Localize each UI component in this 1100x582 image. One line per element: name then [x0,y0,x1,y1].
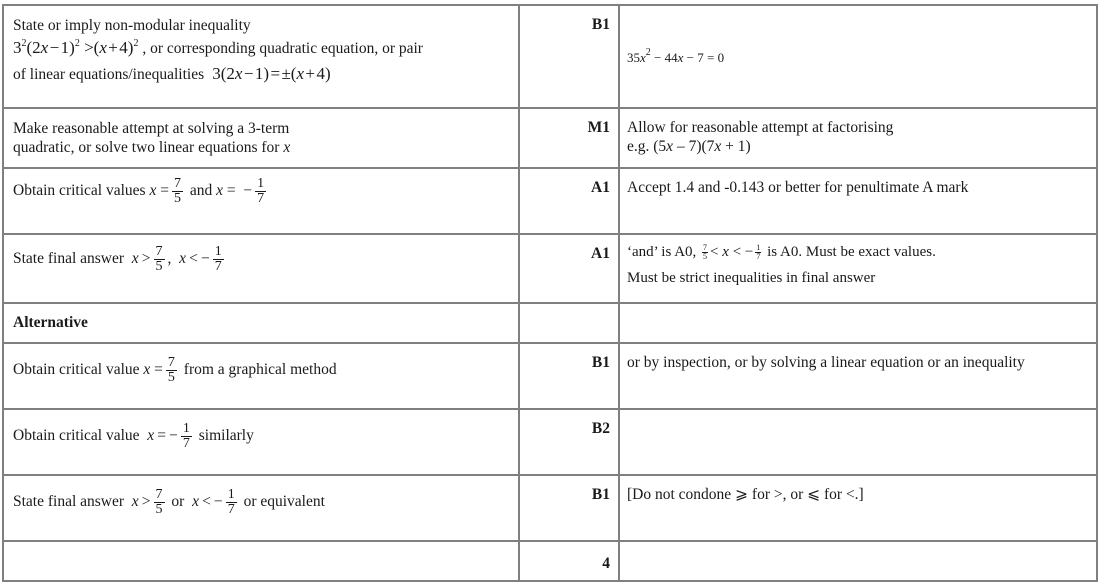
mark-cell: A1 [519,168,619,234]
mark-cell: B1 [519,343,619,409]
table-row [3,108,1097,168]
description-cell: State final answer x > $\frac{7}{5}$ , x < − $\frac{1}{7}$ [3,234,519,303]
table-row [3,475,1097,541]
guidance-cell: Accept 1.4 and -0.143 or better for penultimate A mark [619,168,1097,234]
description-cell [3,5,519,108]
guidance-cell [619,303,1097,343]
description-cell: Make reasonable attempt at solving a 3-term quadratic, or solve two linear equations for x [3,108,519,168]
table-row [3,409,1097,475]
fraction: $\frac{1}{7}$ [227,487,235,517]
table-row [3,343,1097,409]
mark-cell: B2 [519,409,619,475]
fraction: $\frac{7}{5}$ [155,487,163,517]
table-row [3,168,1097,234]
fraction: $\frac{7}{5}$ [155,244,163,274]
fraction: $\frac{1}{7}$ [257,176,265,206]
table-row [3,303,1097,343]
description-line: $3^2(2x$ − 1)$^2$ >(x + 4)$^2$ , or corresponding quadratic equation, or pair [13,38,423,57]
guidance-cell: or by inspection, or by solving a linear equation or an inequality [619,343,1097,409]
description-line: of linear equations/inequalities 3(2x − 1) = ±(x + 4) [13,64,331,83]
description-cell: State final answer x > $\frac{7}{5}$ or x < − $\frac{1}{7}$ or equivalent [3,475,519,541]
math-inequality: $3^2(2x$ − 1)$^2$ >(x + 4)$^2$ [13,38,139,57]
guidance-cell [619,5,1097,108]
math-linear-equations: 3(2x − 1) = ±(x + 4) [207,64,331,83]
guidance-cell: ‘and’ is A0, $\frac{7}{5}$ < x < − $\frac{1}{7}$ is A0. Must be exact values. Must be strict inequalities in final answer [619,234,1097,303]
description-cell: Obtain critical values x = $\frac{7}{5}$ and x = − $\frac{1}{7}$ [3,168,519,234]
guidance-cell [619,541,1097,581]
mark-cell: M1 [519,108,619,168]
table-row [3,234,1097,303]
description-cell [3,541,519,581]
guidance-cell [619,409,1097,475]
guidance-cell: [Do not condone ⩾ for >, or ⩽ for <.] [619,475,1097,541]
description-cell: Obtain critical value x = $\frac{7}{5}$ from a graphical method [3,343,519,409]
fraction: $\frac{1}{7}$ [214,244,222,274]
mark-scheme-table [2,4,1098,582]
table-row-total [3,541,1097,581]
guidance-equation: $35x^2 - 44x - 7 = 0$ [627,47,725,65]
description-line: State or imply non-modular inequality [13,17,251,34]
mark-cell [519,303,619,343]
fraction: $\frac{7}{5}$ [167,355,175,385]
mark-cell: B1 [519,475,619,541]
fraction: $\frac{1}{7}$ [182,421,190,451]
table-row [3,5,1097,108]
mark-cell: B1 [519,5,619,108]
section-heading: Alternative [3,303,519,343]
mark-cell: A1 [519,234,619,303]
total-mark-cell: 4 [519,541,619,581]
guidance-cell: Allow for reasonable attempt at factorising e.g. (5x – 7)(7x + 1) [619,108,1097,168]
description-cell: Obtain critical value x = − $\frac{1}{7}$ similarly [3,409,519,475]
fraction: $\frac{7}{5}$ [173,176,181,206]
